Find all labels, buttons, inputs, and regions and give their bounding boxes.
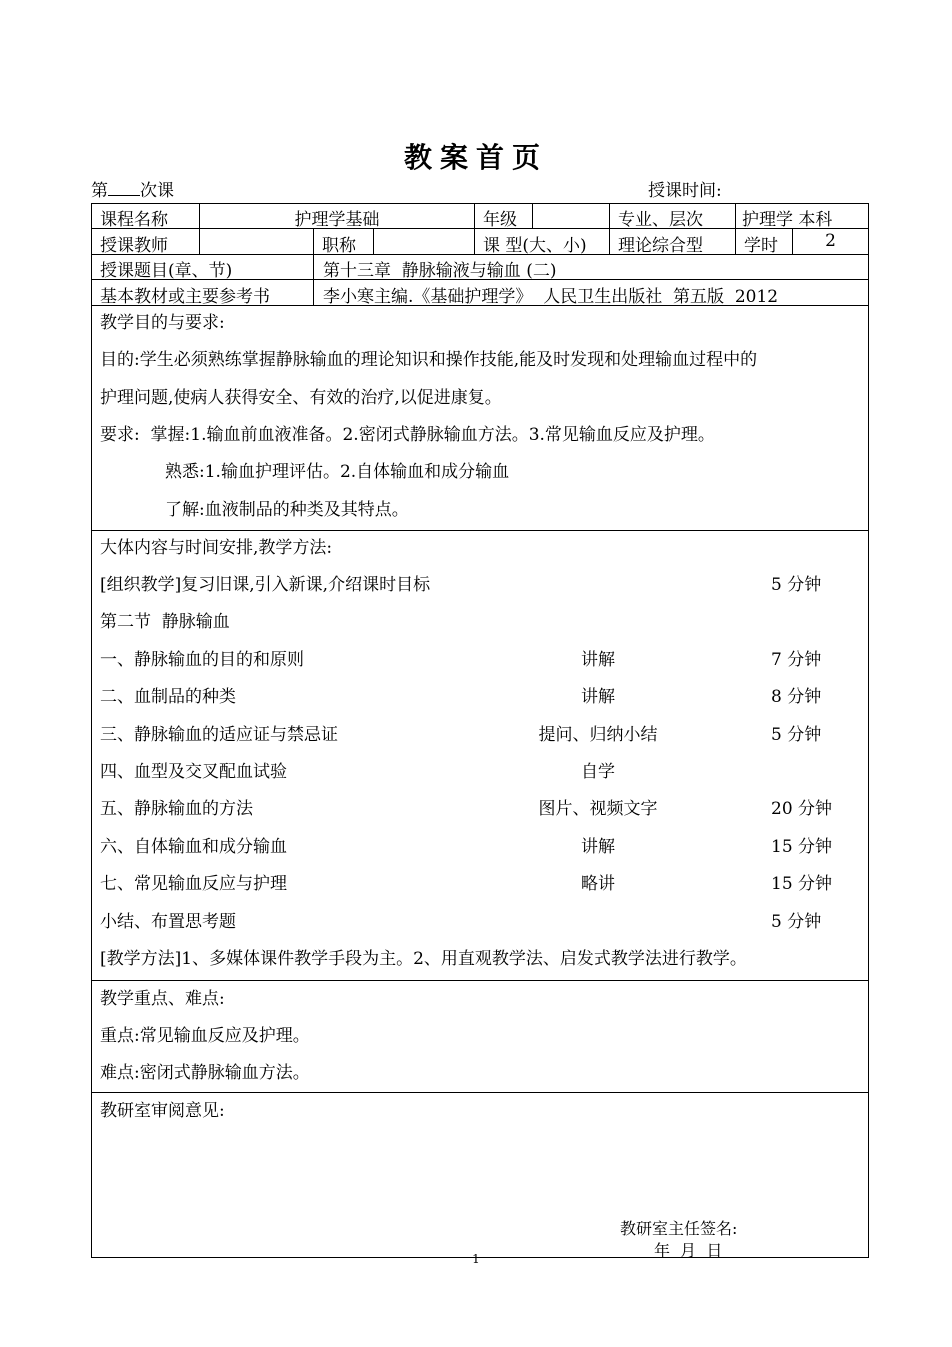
key-point: 重点:常见输血反应及护理。 <box>100 1026 310 1046</box>
border-top <box>91 203 869 204</box>
border-left <box>91 203 92 1258</box>
cell-divider <box>474 203 475 229</box>
section-divider <box>91 980 869 981</box>
cell-divider <box>313 254 314 306</box>
schedule-item-time: 20 分钟 <box>771 799 833 819</box>
objectives-line: 了解:血液制品的种类及其特点。 <box>165 500 409 520</box>
schedule-item-text: 五、静脉输血的方法 <box>100 799 253 819</box>
schedule-item-text: 二、血制品的种类 <box>100 687 236 707</box>
page-title: 教案首页 <box>403 141 548 174</box>
schedule-item-time: 15 分钟 <box>771 837 833 857</box>
cell-divider <box>313 228 314 255</box>
objectives-line: 熟悉:1.输血护理评估。2.自体输血和成分输血 <box>165 462 510 482</box>
lesson-number-blank <box>108 181 140 196</box>
content-heading: 大体内容与时间安排,教学方法: <box>100 538 333 558</box>
schedule-item-method: 提问、归纳小结 <box>538 725 658 745</box>
schedule-item-time: 5 分钟 <box>771 912 822 932</box>
teach-time-label: 授课时间: <box>648 181 722 201</box>
teacher-label: 授课教师 <box>100 236 168 256</box>
schedule-item-method: 讲解 <box>581 650 615 670</box>
job-title-label: 职称 <box>322 236 356 256</box>
schedule-item-text: 四、血型及交叉配血试验 <box>100 762 287 782</box>
schedule-item-text: 七、常见输血反应与护理 <box>100 874 287 894</box>
schedule-item-text: 三、静脉输血的适应证与禁忌证 <box>100 725 338 745</box>
schedule-item-text: 第二节 静脉输血 <box>100 612 230 632</box>
schedule-item-text: 小结、布置思考题 <box>100 912 236 932</box>
textbook-label: 基本教材或主要参考书 <box>100 287 270 307</box>
director-signature-label: 教研室主任签名: <box>620 1219 738 1238</box>
topic-value: 第十三章 静脉输液与输血 (二) <box>323 261 557 281</box>
class-type-value: 理论综合型 <box>618 236 703 256</box>
review-date: 年 月 日 <box>654 1241 723 1260</box>
grade-label: 年级 <box>483 210 517 230</box>
schedule-item-method: 讲解 <box>581 837 615 857</box>
schedule-item-time: 5 分钟 <box>771 575 822 595</box>
course-name-label: 课程名称 <box>100 210 168 230</box>
lesson-number <box>91 176 174 201</box>
lesson-prefix: 第 <box>91 181 108 201</box>
objectives-heading: 教学目的与要求: <box>100 313 225 333</box>
major-level-value: 护理学 本科 <box>742 210 833 230</box>
schedule-item-method: 略讲 <box>581 874 615 894</box>
cell-divider <box>532 203 533 229</box>
page-number: 1 <box>472 1252 480 1266</box>
schedule-item-method: 自学 <box>581 762 615 782</box>
section-divider <box>91 530 869 531</box>
cell-divider <box>735 203 736 229</box>
objectives-line: 护理问题,使病人获得安全、有效的治疗,以促进康复。 <box>100 388 502 408</box>
class-hours-label: 学时 <box>744 236 778 256</box>
cell-divider <box>609 228 610 255</box>
class-hours-value: 2 <box>825 231 836 251</box>
cell-divider <box>199 228 200 255</box>
class-type-label: 课 型(大、小) <box>483 236 587 256</box>
schedule-item-time: 15 分钟 <box>771 874 833 894</box>
major-level-label: 专业、层次 <box>618 210 703 230</box>
key-points-heading: 教学重点、难点: <box>100 989 225 1009</box>
schedule-item-method: 图片、视频文字 <box>538 799 658 819</box>
schedule-item-time: 7 分钟 <box>771 650 822 670</box>
cell-divider <box>735 228 736 255</box>
teaching-methods-line: [教学方法]1、多媒体课件教学手段为主。2、用直观教学法、启发式教学法进行教学。 <box>100 949 747 969</box>
schedule-item-text: [组织教学]复习旧课,引入新课,介绍课时目标 <box>100 575 431 595</box>
cell-divider <box>474 228 475 255</box>
review-heading: 教研室审阅意见: <box>100 1101 225 1121</box>
schedule-item-method: 讲解 <box>581 687 615 707</box>
section-divider <box>91 1092 869 1093</box>
difficulty-point: 难点:密闭式静脉输血方法。 <box>100 1063 310 1083</box>
schedule-item-time: 5 分钟 <box>771 725 822 745</box>
lesson-suffix: 次课 <box>140 181 174 201</box>
schedule-item-time: 8 分钟 <box>771 687 822 707</box>
cell-divider <box>373 228 374 255</box>
schedule-item-text: 一、静脉输血的目的和原则 <box>100 650 304 670</box>
schedule-item-text: 六、自体输血和成分输血 <box>100 837 287 857</box>
border-right <box>868 203 869 1258</box>
objectives-line: 目的:学生必须熟练掌握静脉输血的理论知识和操作技能,能及时发现和处理输血过程中的 <box>100 350 758 370</box>
course-name-value: 护理学基础 <box>294 210 380 230</box>
textbook-value: 李小寒主编.《基础护理学》 人民卫生出版社 第五版 2012 <box>323 287 779 307</box>
cell-divider <box>609 203 610 229</box>
objectives-line: 要求: 掌握:1.输血前血液准备。2.密闭式静脉输血方法。3.常见输血反应及护理。 <box>100 425 715 445</box>
topic-label: 授课题目(章、节) <box>100 261 233 281</box>
